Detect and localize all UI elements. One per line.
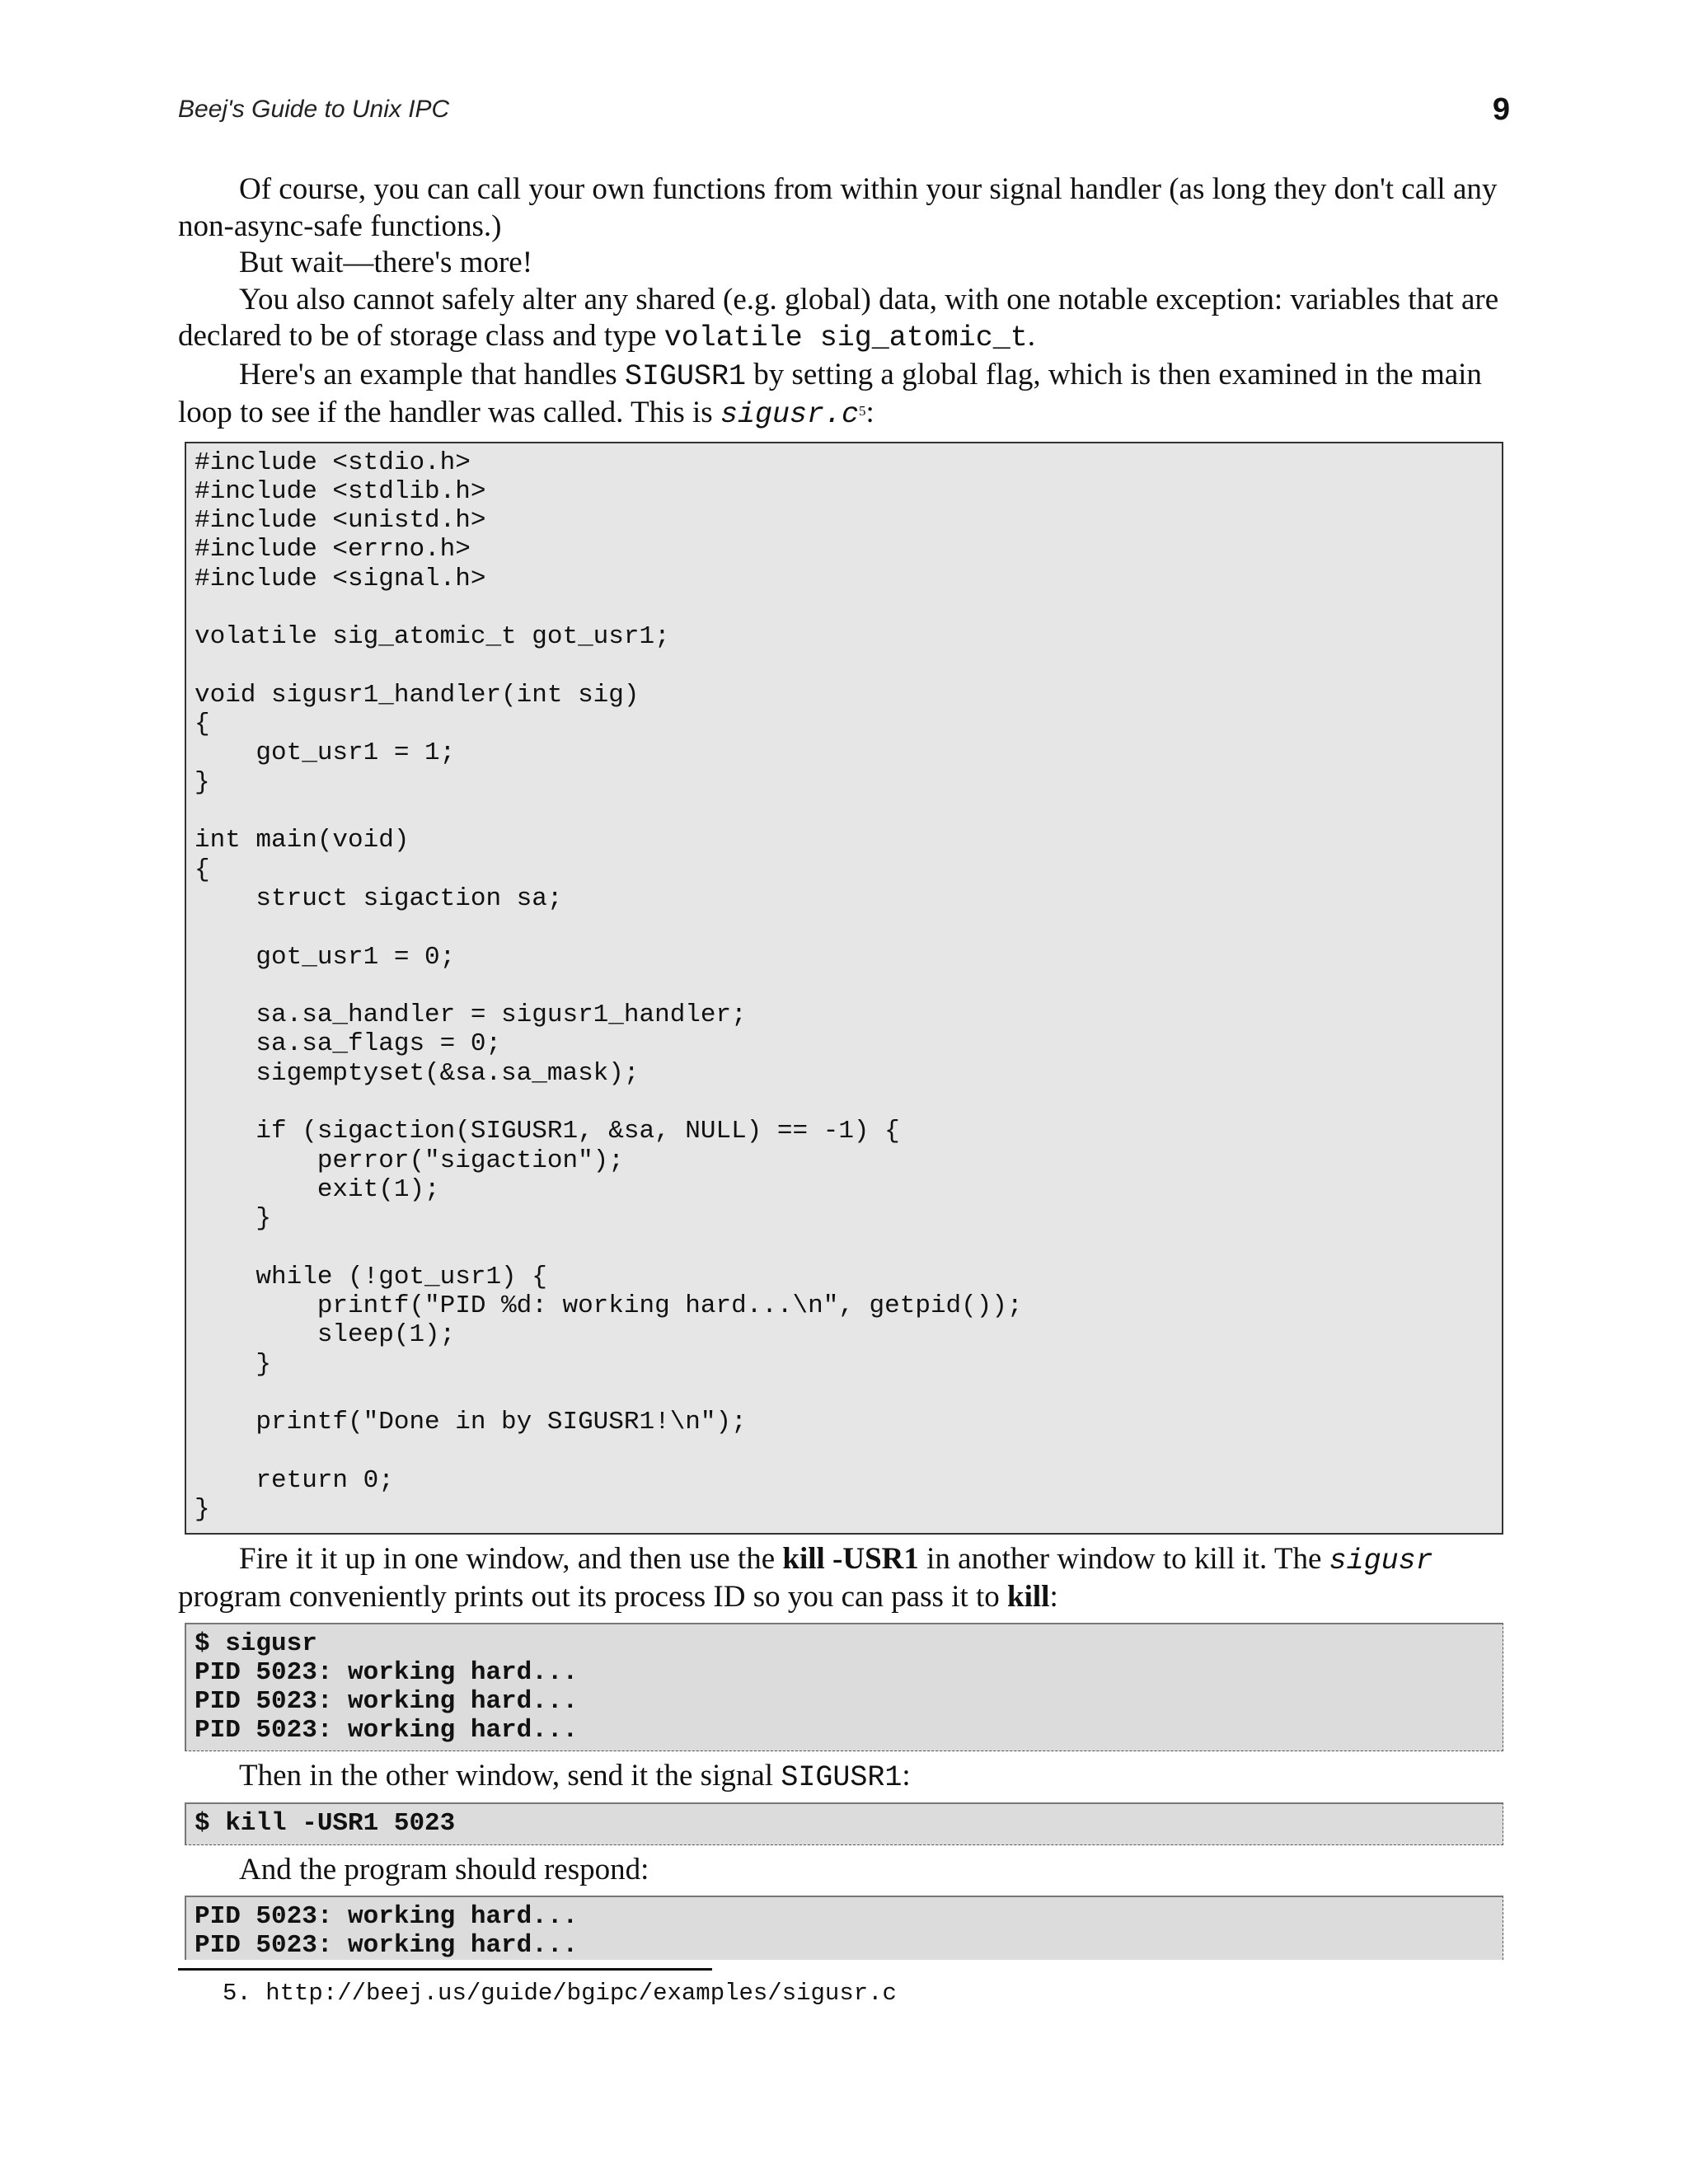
paragraph-3-end: . bbox=[1027, 319, 1036, 353]
inline-code-signal-2: SIGUSR1 bbox=[781, 1760, 903, 1794]
paragraph-5-text-3: program conveniently prints out its process ID so you can pass it to bbox=[178, 1580, 1008, 1614]
running-title: Beej's Guide to Unix IPC bbox=[178, 96, 450, 123]
inline-code-signal: SIGUSR1 bbox=[624, 359, 746, 393]
page-body bbox=[178, 171, 1510, 1960]
page-number: 9 bbox=[1492, 92, 1510, 127]
paragraph-1-text: Of course, you can call your own functions from within your signal handler (as long they don't call any non-async-safe functions.) bbox=[178, 172, 1498, 243]
paragraph-4-text-2: by setting a global flag, which is then examined in the main loop to see if the handler was called. This is bbox=[178, 357, 1482, 429]
paragraph-4-text: Here's an example that handles bbox=[239, 357, 625, 391]
paragraph-7-text: And the program should respond: bbox=[239, 1853, 649, 1886]
paragraph-5-text: Fire it it up in one window, and then use the bbox=[239, 1541, 783, 1576]
paragraph-1 bbox=[178, 171, 1510, 245]
inline-program-name: sigusr bbox=[1329, 1544, 1433, 1577]
footnote-divider bbox=[178, 1968, 712, 1971]
paragraph-4 bbox=[178, 357, 1510, 434]
inline-code-type: volatile sig_atomic_t bbox=[663, 321, 1028, 354]
paragraph-2 bbox=[178, 245, 1510, 282]
terminal-output-1: $ sigusr PID 5023: working hard... PID 5023: working hard... PID 5023: working hard... bbox=[185, 1623, 1503, 1751]
paragraph-6-text: Then in the other window, send it the signal bbox=[239, 1758, 781, 1793]
command-kill-usr1: kill -USR1 bbox=[782, 1541, 919, 1576]
paragraph-3 bbox=[178, 282, 1510, 357]
paragraph-5-end: : bbox=[1049, 1580, 1058, 1614]
page-header bbox=[178, 92, 1510, 142]
paragraph-2-text: But wait—there's more! bbox=[239, 246, 533, 279]
paragraph-7 bbox=[178, 1852, 1510, 1889]
command-kill: kill bbox=[1007, 1580, 1050, 1614]
terminal-output-2: $ kill -USR1 5023 bbox=[185, 1802, 1503, 1845]
paragraph-6-end: : bbox=[902, 1758, 911, 1793]
paragraph-3-text: You also cannot safely alter any shared (e.g. global) data, with one notable exception: variables that are declared to be of storage class and type bbox=[178, 282, 1499, 353]
inline-filename: sigusr.c bbox=[720, 398, 859, 431]
paragraph-6 bbox=[178, 1758, 1510, 1797]
code-listing: #include <stdio.h> #include <stdlib.h> #include <unistd.h> #include <errno.h> #include <signal.h> volatile sig_atomic_t got_usr1; void sigusr1_handler(int sig) { got_usr1 = 1; } int main(void) { struct sigaction sa; got_usr1 = 0; sa.sa_handler = sigusr1_handler; sa.sa_flags = 0; sigemptyset(&sa.sa_mask); if (sigaction(SIGUSR1, &sa, NULL) == -1) { perror("sigaction"); exit(1); } while (!got_usr1) { printf("PID %d: working hard...\n", getpid()); sleep(1); } printf("Done in by SIGUSR1!\n"); return 0; } bbox=[185, 442, 1503, 1535]
paragraph-4-end: : bbox=[865, 396, 874, 429]
terminal-output-3: PID 5023: working hard... PID 5023: working hard... bbox=[185, 1896, 1503, 1960]
footnote-reference[interactable]: 5 bbox=[859, 403, 866, 419]
footnote: 5. http://beej.us/guide/bgipc/examples/sigusr.c bbox=[223, 1980, 897, 2007]
paragraph-5-text-2: in another window to kill it. The bbox=[918, 1541, 1329, 1576]
paragraph-5 bbox=[178, 1541, 1510, 1616]
